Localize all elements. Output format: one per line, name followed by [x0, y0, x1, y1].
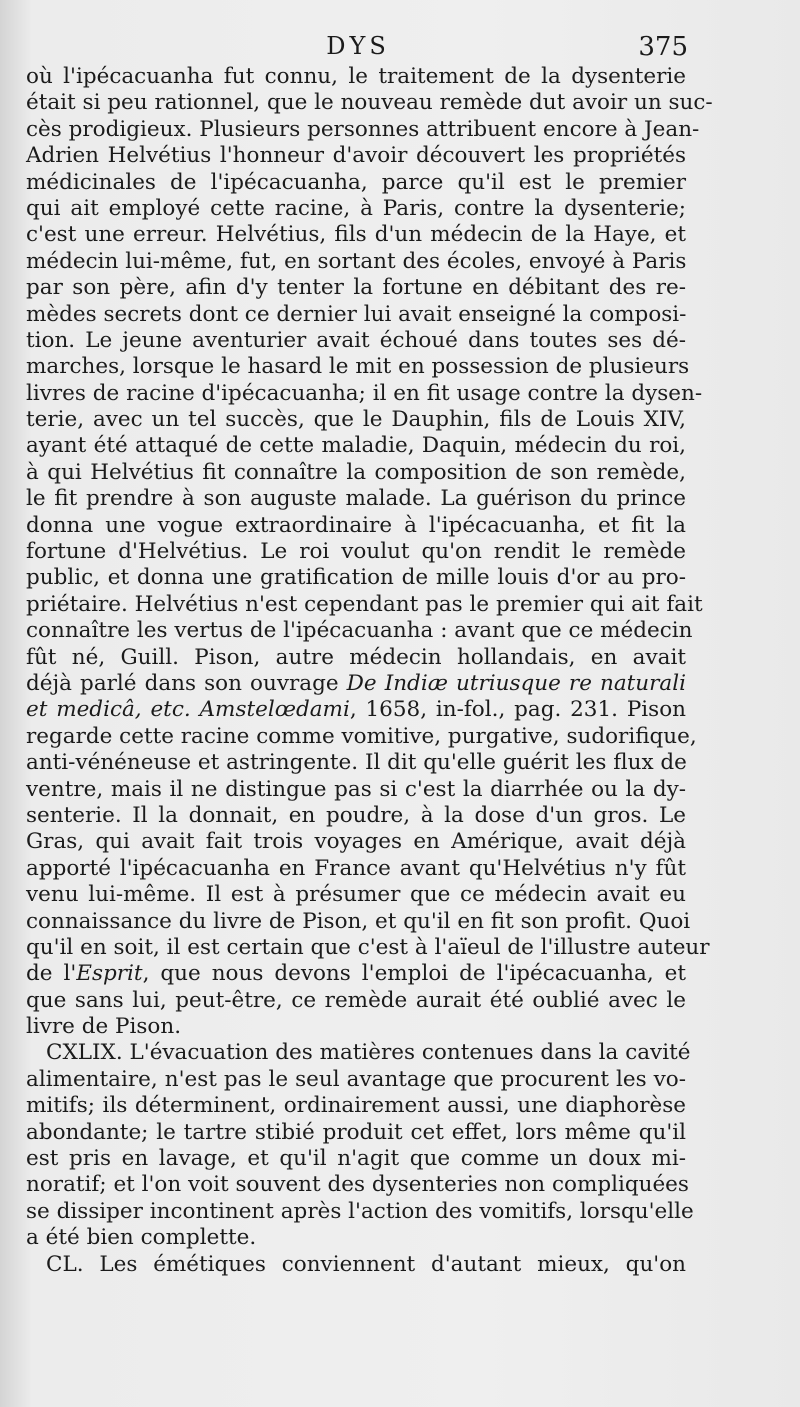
text-line: était si peu rationnel, que le nouveau remède dut avoir un suc-	[26, 90, 713, 116]
text-line: fortune d'Helvétius. Le roi voulut qu'on rendit le remède	[26, 539, 686, 565]
text-line: connaissance du livre de Pison, et qu'il en fit son profit. Quoi	[26, 908, 691, 934]
book-title-italic: De Indiæ utriusque re naturali	[346, 670, 687, 696]
text-line: anti-vénéneuse et astringente. Il dit qu'elle guérit les flux de	[26, 750, 687, 776]
body-text	[26, 64, 713, 1278]
text-line-citation	[26, 671, 686, 697]
text-line: que sans lui, peut-être, ce remède aurait été oublié avec le	[26, 987, 686, 1013]
text-line: est pris en lavage, et qu'il n'agit que comme un doux mi-	[26, 1146, 686, 1172]
text-line: terie, avec un tel succès, que le Dauphin, fils de Louis XIV,	[26, 407, 686, 433]
text-fragment: de l'	[26, 961, 77, 987]
page-number: 375	[638, 32, 688, 62]
text-line: public, et donna une gratification de mille louis d'or au pro-	[26, 565, 686, 591]
book-title-esprit: Esprit	[76, 961, 143, 987]
text-line: abondante; le tartre stibié produit cet effet, lors même qu'il	[26, 1119, 686, 1145]
section-cxlix-start: CXLIX. L'évacuation des matières contenues dans la cavité	[46, 1040, 691, 1066]
text-line: connaître les vertus de l'ipécacuanha : avant que ce médecin	[26, 618, 693, 644]
text-line: senterie. Il la donnait, en poudre, à la dose d'un gros. Le	[26, 802, 686, 828]
text-line: donna une vogue extraordinaire à l'ipécacuanha, et fit la	[26, 512, 686, 538]
text-line: Adrien Helvétius l'honneur d'avoir découvert les propriétés	[26, 143, 686, 169]
text-line: cès prodigieux. Plusieurs personnes attribuent encore à Jean-	[26, 116, 700, 142]
text-line: priétaire. Helvétius n'est cependant pas le premier qui ait fait	[26, 591, 703, 617]
text-line: le fit prendre à son auguste malade. La guérison du prince	[26, 486, 686, 512]
text-line: ventre, mais il ne distingue pas si c'est la diarrhée ou la dy-	[26, 776, 686, 802]
text-line-paragraph-end: livre de Pison.	[26, 1014, 182, 1040]
text-line: médecin lui-même, fut, en sortant des écoles, envoyé à Paris	[26, 248, 687, 274]
text-line: c'est une erreur. Helvétius, fils d'un médecin de la Haye, et	[26, 222, 686, 248]
text-line-citation	[26, 697, 686, 723]
section-cl-start: CL. Les émétiques conviennent d'autant mieux, qu'on	[46, 1251, 686, 1277]
text-line: se dissiper incontinent après l'action des vomitifs, lorsqu'elle	[26, 1198, 694, 1224]
text-fragment: , 1658, in-fol., pag. 231. Pison	[349, 697, 686, 723]
text-line: mèdes secrets dont ce dernier lui avait enseigné la composi-	[26, 301, 687, 327]
text-line: apporté l'ipécacuanha en France avant qu'Helvétius n'y fût	[26, 855, 686, 881]
text-line: noratif; et l'on voit souvent des dysenteries non compliquées	[26, 1172, 689, 1198]
text-line: qu'il en soit, il est certain que c'est à l'aïeul de l'illustre auteur	[26, 934, 710, 960]
text-line: marches, lorsque le hasard le mit en possession de plusieurs	[26, 354, 690, 380]
text-line: alimentaire, n'est pas le seul avantage que procurent les vo-	[26, 1066, 686, 1092]
text-fragment: , que nous devons l'emploi de l'ipécacuanha, et	[142, 961, 687, 987]
text-line: mitifs; ils déterminent, ordinairement aussi, une diaphorèse	[26, 1093, 686, 1119]
text-line: ayant été attaqué de cette maladie, Daquin, médecin du roi,	[26, 433, 686, 459]
book-title-italic-cont: et medicâ, etc. Amstelœdami	[26, 697, 350, 723]
text-line: venu lui-même. Il est à présumer que ce médecin avait eu	[26, 882, 686, 908]
text-line: à qui Helvétius fit connaître la composition de son remède,	[26, 459, 686, 485]
text-line: où l'ipécacuanha fut connu, le traitement de la dysenterie	[26, 64, 686, 89]
running-head: DYS	[326, 32, 390, 60]
text-fragment: déjà parlé dans son ouvrage	[26, 670, 339, 696]
page-header	[28, 32, 688, 62]
text-line: Gras, qui avait fait trois voyages en Amérique, avait déjà	[26, 829, 686, 855]
text-line: médicinales de l'ipécacuanha, parce qu'il est le premier	[26, 169, 686, 195]
text-line: regarde cette racine comme vomitive, purgative, sudorifique,	[26, 723, 697, 749]
text-line: par son père, afin d'y tenter la fortune en débitant des re-	[26, 275, 686, 301]
text-line: tion. Le jeune aventurier avait échoué dans toutes ses dé-	[26, 327, 686, 353]
text-line: qui ait employé cette racine, à Paris, contre la dysenterie;	[26, 195, 686, 221]
text-line-esprit	[26, 961, 686, 987]
text-line-paragraph-end: a été bien complette.	[26, 1225, 257, 1251]
text-line: fût né, Guill. Pison, autre médecin hollandais, en avait	[26, 644, 686, 670]
text-line: livres de racine d'ipécacuanha; il en fit usage contre la dysen-	[26, 380, 703, 406]
